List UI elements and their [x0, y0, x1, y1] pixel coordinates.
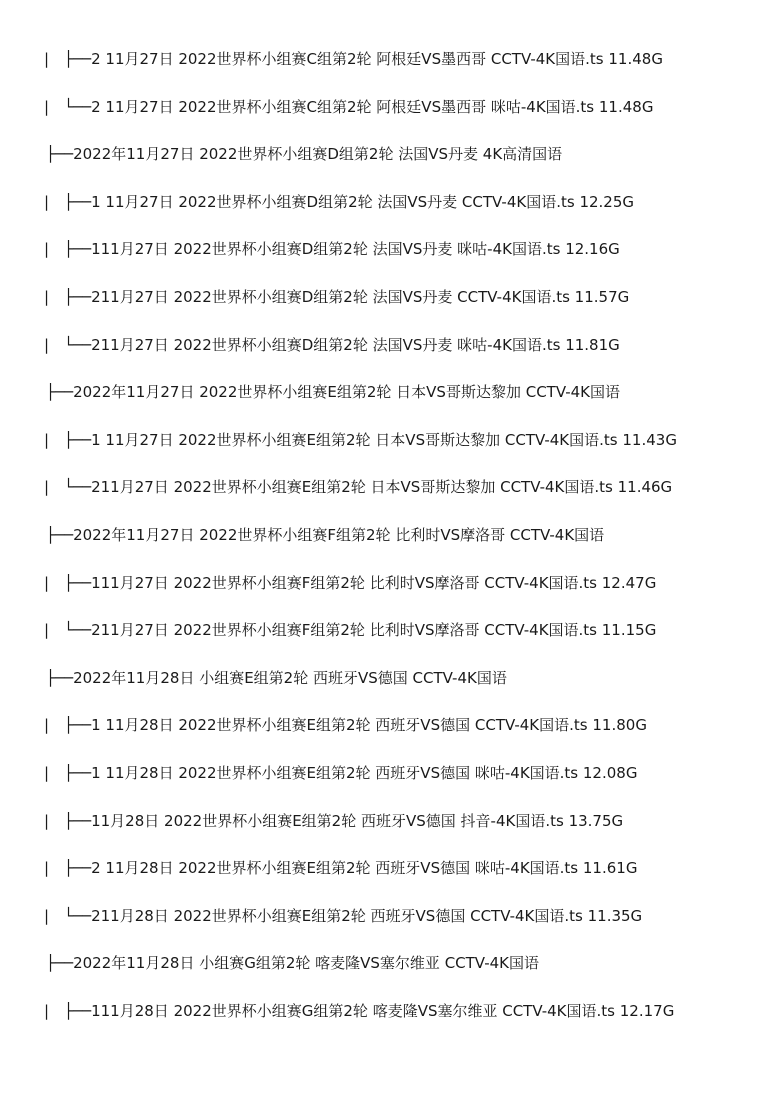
file-entry-text: └──211月27日 2022世界杯小组赛E组第2轮 日本VS哥斯达黎加 CCTV-4K国语.ts 11.46G [64, 478, 673, 497]
file-entry-text: ├──111月27日 2022世界杯小组赛D组第2轮 法国VS丹麦 咪咕-4K国语.ts 12.16G [64, 240, 620, 259]
tree-line-file [0, 845, 780, 893]
folder-entry-text: ├──2022年11月27日 2022世界杯小组赛D组第2轮 法国VS丹麦 4K高清国语 [46, 145, 563, 164]
tree-pipe: | [44, 50, 50, 68]
tree-pipe: | [44, 906, 50, 925]
tree-line-file [0, 274, 780, 322]
tree-pipe: | [44, 240, 50, 259]
tree-line-file [0, 417, 780, 465]
tree-line-file [0, 560, 780, 608]
file-entry-text: ├──1 11月27日 2022世界杯小组赛D组第2轮 法国VS丹麦 CCTV-4K国语.ts 12.25G [64, 192, 635, 211]
folder-entry-text: ├──2022年11月27日 2022世界杯小组赛E组第2轮 日本VS哥斯达黎加 CCTV-4K国语 [46, 383, 621, 402]
file-entry-text: ├──2 11月28日 2022世界杯小组赛E组第2轮 西班牙VS德国 咪咕-4K国语.ts 11.61G [64, 859, 638, 878]
file-entry-text: ├──2 11月27日 2022世界杯小组赛C组第2轮 阿根廷VS墨西哥 CCTV-4K国语.ts 11.48G [64, 50, 663, 68]
tree-pipe: | [44, 811, 50, 830]
tree-line-file [0, 750, 780, 798]
tree-line-file [0, 84, 780, 132]
file-entry-text: ├──111月27日 2022世界杯小组赛F组第2轮 比利时VS摩洛哥 CCTV-4K国语.ts 12.47G [64, 573, 657, 592]
tree-line-file [0, 179, 780, 227]
tree-pipe: | [44, 97, 50, 116]
tree-pipe: | [44, 430, 50, 449]
file-entry-text: ├──1 11月27日 2022世界杯小组赛E组第2轮 日本VS哥斯达黎加 CCTV-4K国语.ts 11.43G [64, 430, 677, 449]
file-entry-text: ├──11月28日 2022世界杯小组赛E组第2轮 西班牙VS德国 抖音-4K国语.ts 13.75G [64, 811, 624, 830]
file-entry-text: ├──1 11月28日 2022世界杯小组赛E组第2轮 西班牙VS德国 咪咕-4K国语.ts 12.08G [64, 763, 638, 782]
tree-pipe: | [44, 859, 50, 878]
tree-line-file [0, 607, 780, 655]
file-entry-text: └──211月28日 2022世界杯小组赛E组第2轮 西班牙VS德国 CCTV-4K国语.ts 11.35G [64, 906, 643, 925]
tree-line-folder [0, 131, 780, 179]
tree-line-file [0, 36, 780, 84]
tree-pipe: | [44, 716, 50, 735]
folder-entry-text: ├──2022年11月28日 小组赛G组第2轮 喀麦隆VS塞尔维亚 CCTV-4K国语 [46, 954, 539, 973]
tree-pipe: | [44, 763, 50, 782]
folder-entry-text: ├──2022年11月28日 小组赛E组第2轮 西班牙VS德国 CCTV-4K国语 [46, 668, 507, 687]
tree-pipe: | [44, 573, 50, 592]
file-entry-text: ├──1 11月28日 2022世界杯小组赛E组第2轮 西班牙VS德国 CCTV-4K国语.ts 11.80G [64, 716, 647, 735]
tree-pipe: | [44, 287, 50, 306]
tree-line-file [0, 798, 780, 846]
file-entry-text: └──211月27日 2022世界杯小组赛D组第2轮 法国VS丹麦 咪咕-4K国语.ts 11.81G [64, 335, 620, 354]
tree-pipe: | [44, 192, 50, 211]
tree-pipe: | [44, 335, 50, 354]
tree-line-folder [0, 512, 780, 560]
tree-line-file [0, 464, 780, 512]
folder-entry-text: ├──2022年11月27日 2022世界杯小组赛F组第2轮 比利时VS摩洛哥 CCTV-4K国语 [46, 525, 605, 544]
tree-pipe: | [44, 478, 50, 497]
tree-line-file [0, 226, 780, 274]
file-entry-text: └──2 11月27日 2022世界杯小组赛C组第2轮 阿根廷VS墨西哥 咪咕-4K国语.ts 11.48G [64, 97, 654, 116]
tree-line-file [0, 893, 780, 941]
tree-line-folder [0, 940, 780, 988]
file-tree [0, 36, 780, 1035]
tree-pipe: | [44, 621, 50, 640]
tree-line-file [0, 702, 780, 750]
tree-line-file [0, 322, 780, 370]
tree-line-folder [0, 655, 780, 703]
tree-pipe: | [44, 1001, 50, 1020]
file-entry-text: └──211月27日 2022世界杯小组赛F组第2轮 比利时VS摩洛哥 CCTV-4K国语.ts 11.15G [64, 621, 657, 640]
tree-line-folder [0, 369, 780, 417]
tree-line-file [0, 988, 780, 1036]
file-entry-text: ├──211月27日 2022世界杯小组赛D组第2轮 法国VS丹麦 CCTV-4K国语.ts 11.57G [64, 287, 630, 306]
file-entry-text: ├──111月28日 2022世界杯小组赛G组第2轮 喀麦隆VS塞尔维亚 CCTV-4K国语.ts 12.17G [64, 1001, 675, 1020]
